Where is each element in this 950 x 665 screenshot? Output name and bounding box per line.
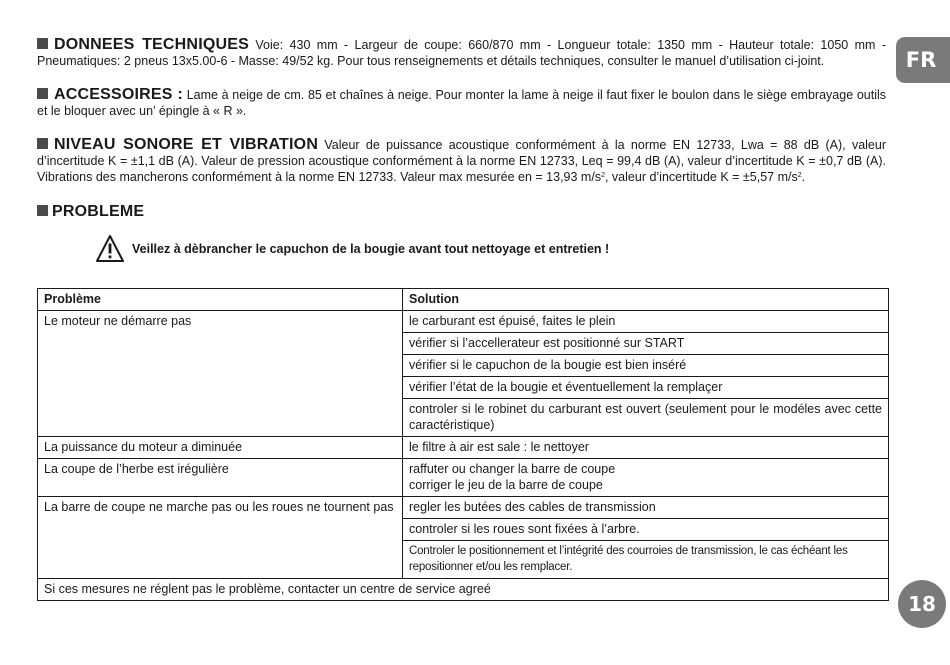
- warning-notice: [95, 234, 609, 264]
- table-footer-cell: Si ces mesures ne réglent pas le problème, contacter un centre de service agreé: [38, 579, 889, 601]
- problem-cell: La barre de coupe ne marche pas ou les roues ne tournent pas: [38, 497, 403, 579]
- solution-cell: controler si le robinet du carburant est ouvert (seulement pour le modéles avec cette caractéristique): [403, 399, 889, 437]
- section-body: , valeur d’incertitude K = ±5,57 m/s: [604, 170, 798, 184]
- solution-cell: controler si les roues sont fixées à l’arbre.: [403, 519, 889, 541]
- table-row: [38, 437, 889, 459]
- table-row: [38, 497, 889, 519]
- solution-cell: regler les butées des cables de transmission: [403, 497, 889, 519]
- bullet-square-icon: [37, 38, 48, 49]
- bullet-square-icon: [37, 205, 48, 216]
- section-accessories: [37, 87, 886, 119]
- section-heading: DONNEES TECHNIQUES: [54, 36, 249, 53]
- section-heading: ACCESSOIRES :: [54, 86, 184, 103]
- section-probleme: [37, 204, 886, 220]
- superscript: 2: [601, 172, 605, 179]
- section-body: Lame à neige de cm. 85 et chaînes à neige. Pour monter la lame à neige il faut fixer le boulon dans le siège embrayage outils et le bloquer avec un’ épingle à « R ».: [37, 88, 886, 118]
- warning-text: Veillez à dèbrancher le capuchon de la bougie avant tout nettoyage et entretien !: [132, 242, 610, 256]
- problem-cell: La puissance du moteur a diminuée: [38, 437, 403, 459]
- solution-cell: Controler le positionnement et l’intégrité des courroies de transmission, le cas échéant les repositionner et/ou les remplacer.: [403, 541, 889, 579]
- bullet-square-icon: [37, 138, 48, 149]
- table-header-row: [38, 289, 889, 311]
- section-noise-vibration: [37, 137, 886, 185]
- section-body: Voie: 430 mm - Largeur de coupe: 660/870 mm - Longueur totale: 1350 mm - Hauteur totale: 1050 mm - Pneumatiques: 2 pneus 13x5.00-6 - Masse: 49/52 kg. Pour tous renseignements et détails techniques, consulter le manuel d’utilisation ci-joint.: [37, 38, 886, 68]
- section-heading: NIVEAU SONORE ET VIBRATION: [54, 136, 319, 153]
- solution-cell: le filtre à air est sale : le nettoyer: [403, 437, 889, 459]
- solution-line: raffuter ou changer la barre de coupe: [409, 462, 616, 476]
- troubleshooting-table: [37, 288, 889, 601]
- table-header-cell: Solution: [403, 289, 889, 311]
- section-technical-data: [37, 37, 886, 69]
- problem-cell: La coupe de l’herbe est irégulière: [38, 459, 403, 497]
- solution-cell: vérifier l’état de la bougie et éventuellement la remplaçer: [403, 377, 889, 399]
- table-row: [38, 311, 889, 333]
- solution-line: corriger le jeu de la barre de coupe: [409, 478, 603, 492]
- section-body: Valeur de puissance acoustique conformément à la norme EN 12733, Lwa = 88 dB (A), valeur d’incertitude K = ±1,1 dB (A). Valeur de pression acoustique conformément à la norme EN 12733, Leq = 99,4 dB (A), valeur d’incertitude K = ±0,7 dB (A). Vibrations des mancherons conformément à la norme EN 12733. Valeur max mesurée en = 13,93 m/s: [37, 138, 886, 184]
- warning-triangle-icon: [95, 234, 125, 264]
- superscript: 2: [797, 172, 802, 179]
- solution-cell: [403, 459, 889, 497]
- table-footer-row: [38, 579, 889, 601]
- section-heading: PROBLEME: [52, 203, 145, 220]
- solution-cell: vérifier si le capuchon de la bougie est bien inséré: [403, 355, 889, 377]
- section-body: .: [801, 170, 806, 184]
- language-tab: FR: [896, 37, 950, 83]
- table-row: [38, 459, 889, 497]
- problem-cell: Le moteur ne démarre pas: [38, 311, 403, 437]
- solution-cell: vérifier si l’accellerateur est positionné sur START: [403, 333, 889, 355]
- page-number: 18: [898, 580, 946, 628]
- table-header-cell: Problème: [38, 289, 403, 311]
- solution-cell: le carburant est épuisé, faites le plein: [403, 311, 889, 333]
- bullet-square-icon: [37, 88, 48, 99]
